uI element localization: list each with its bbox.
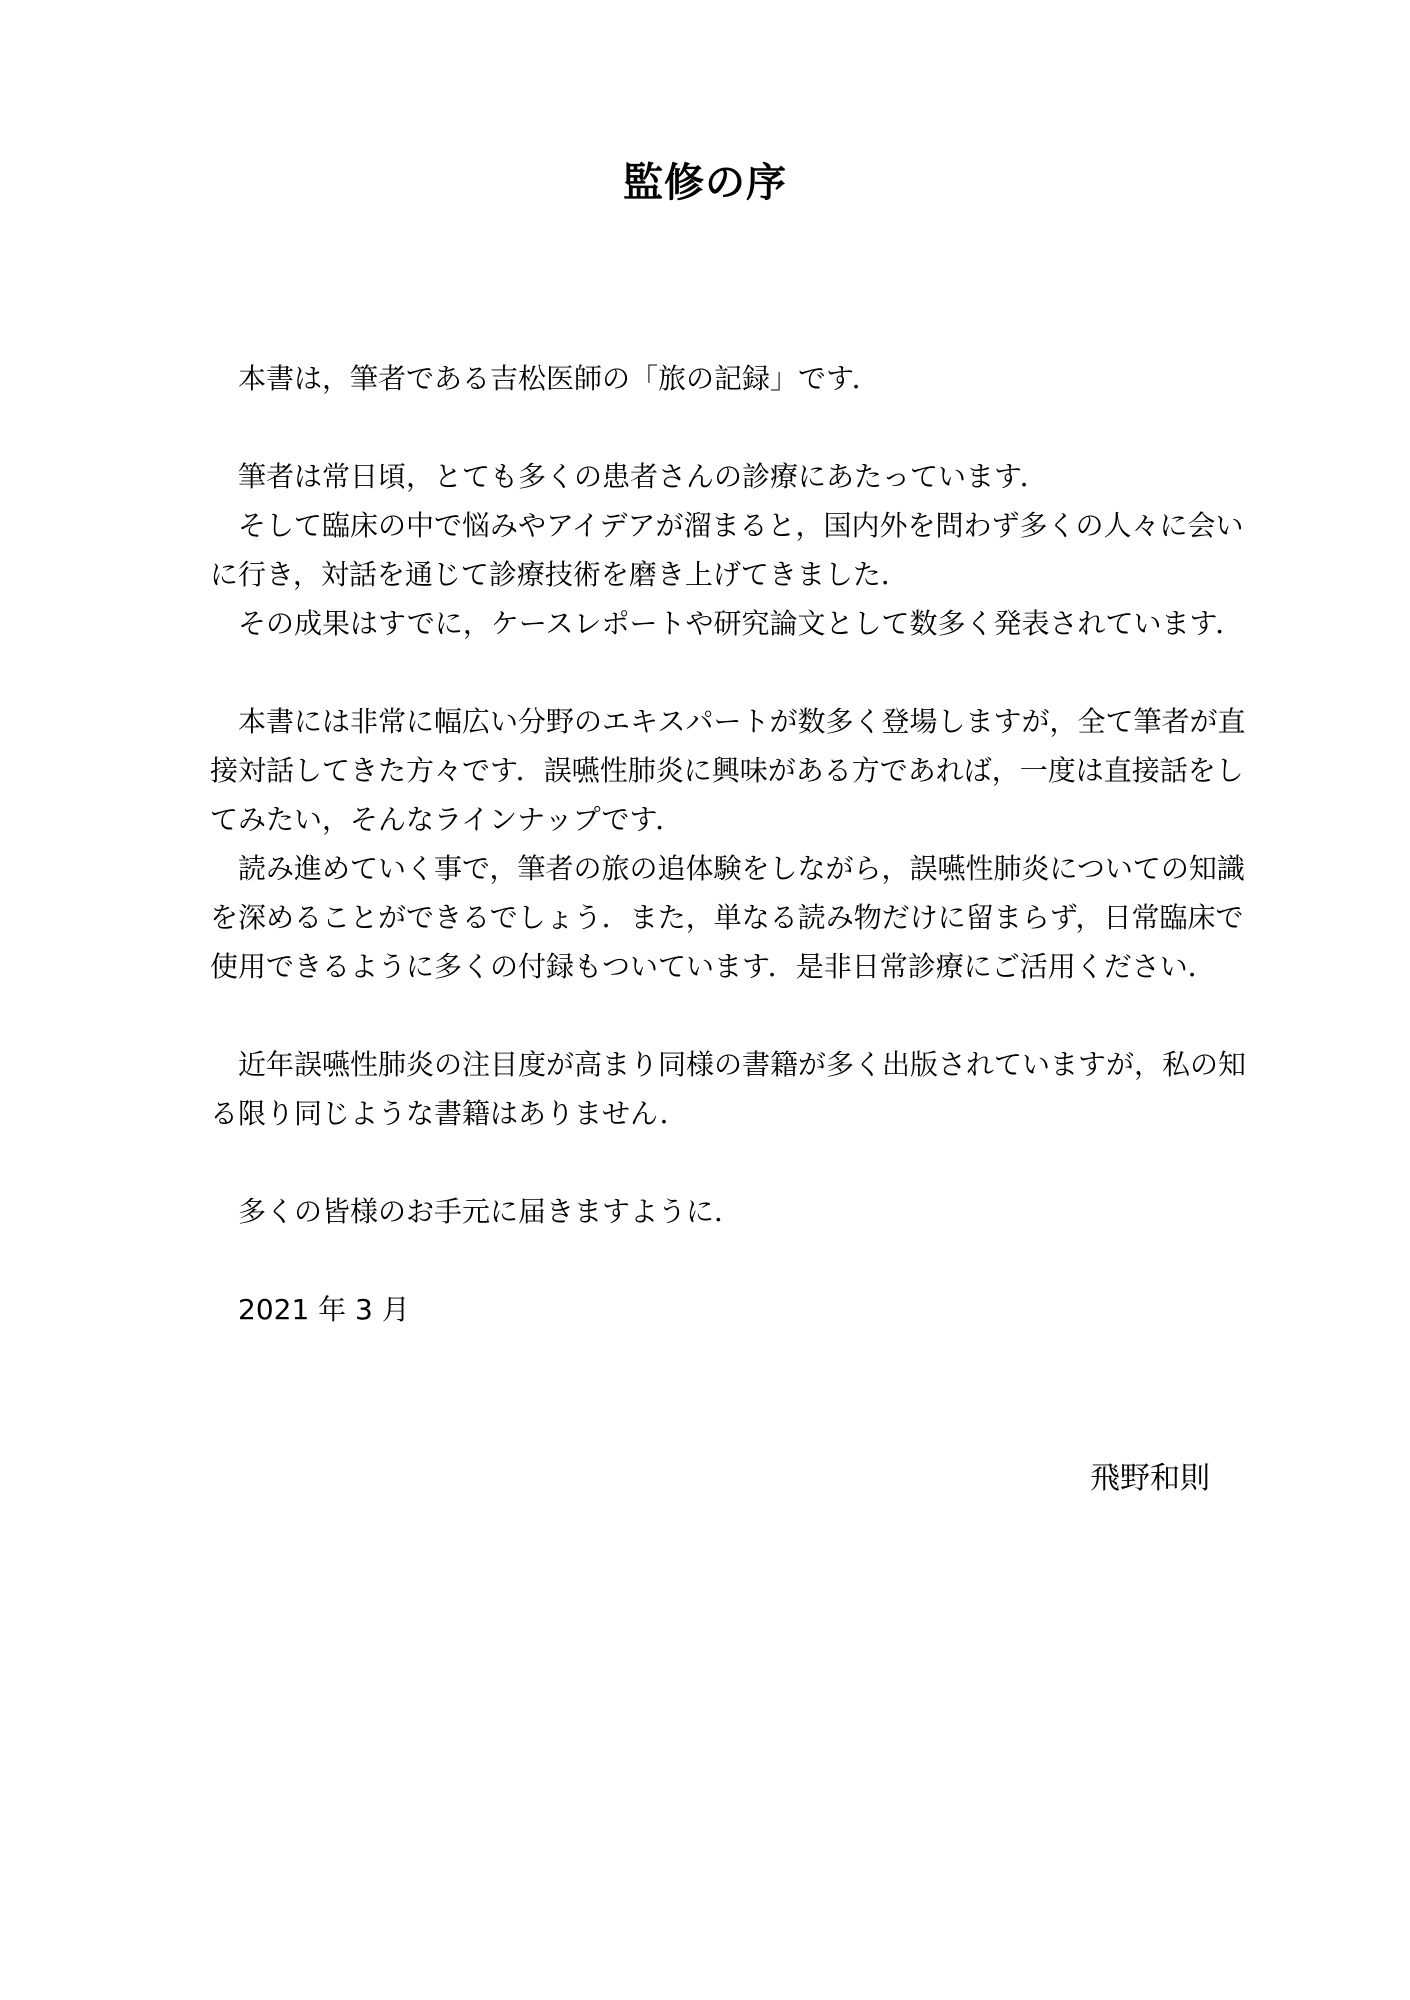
author-signature: 飛野和則 — [1090, 1461, 1210, 1496]
paragraph-spacer — [210, 991, 1260, 1040]
document-date: 2021 年 3 月 — [238, 1293, 410, 1326]
preface-body — [210, 354, 1260, 1334]
paragraph-7: 近年誤嚥性肺炎の注目度が高まり同様の書籍が多く出版されていますが，私の知る限り同じような書籍はありません． — [210, 1048, 1247, 1130]
paragraph-2: 筆者は常日頃，とても多くの患者さんの診療にあたっています． — [238, 460, 1048, 493]
paragraph-6: 読み進めていく事で，筆者の旅の追体験をしながら，誤嚥性肺炎についての知識を深めることができるでしょう．また，単なる読み物だけに留まらず，日常臨床で使用できるように多くの付録もついています．是非日常診療にご活用ください． — [210, 852, 1245, 983]
paragraph-spacer — [210, 1138, 1260, 1187]
paragraph-8: 多くの皆様のお手元に届きますように． — [238, 1195, 743, 1228]
paragraph-spacer — [210, 403, 1260, 452]
paragraph-spacer — [210, 1236, 1260, 1285]
page-title: 監修の序 — [623, 160, 787, 206]
paragraph-spacer — [210, 648, 1260, 697]
paragraph-1: 本書は，筆者である吉松医師の「旅の記録」です． — [238, 362, 880, 395]
paragraph-5: 本書には非常に幅広い分野のエキスパートが数多く登場しますが，全て筆者が直接対話してきた方々です．誤嚥性肺炎に興味がある方であれば，一度は直接話をしてみたい，そんなラインナップです． — [210, 705, 1246, 836]
paragraph-3: そして臨床の中で悩みやアイデアが溜まると，国内外を問わず多くの人々に会いに行き，対話を通じて診療技術を磨き上げてきました． — [210, 509, 1244, 591]
paragraph-4: その成果はすでに，ケースレポートや研究論文として数多く発表されています． — [238, 607, 1244, 640]
